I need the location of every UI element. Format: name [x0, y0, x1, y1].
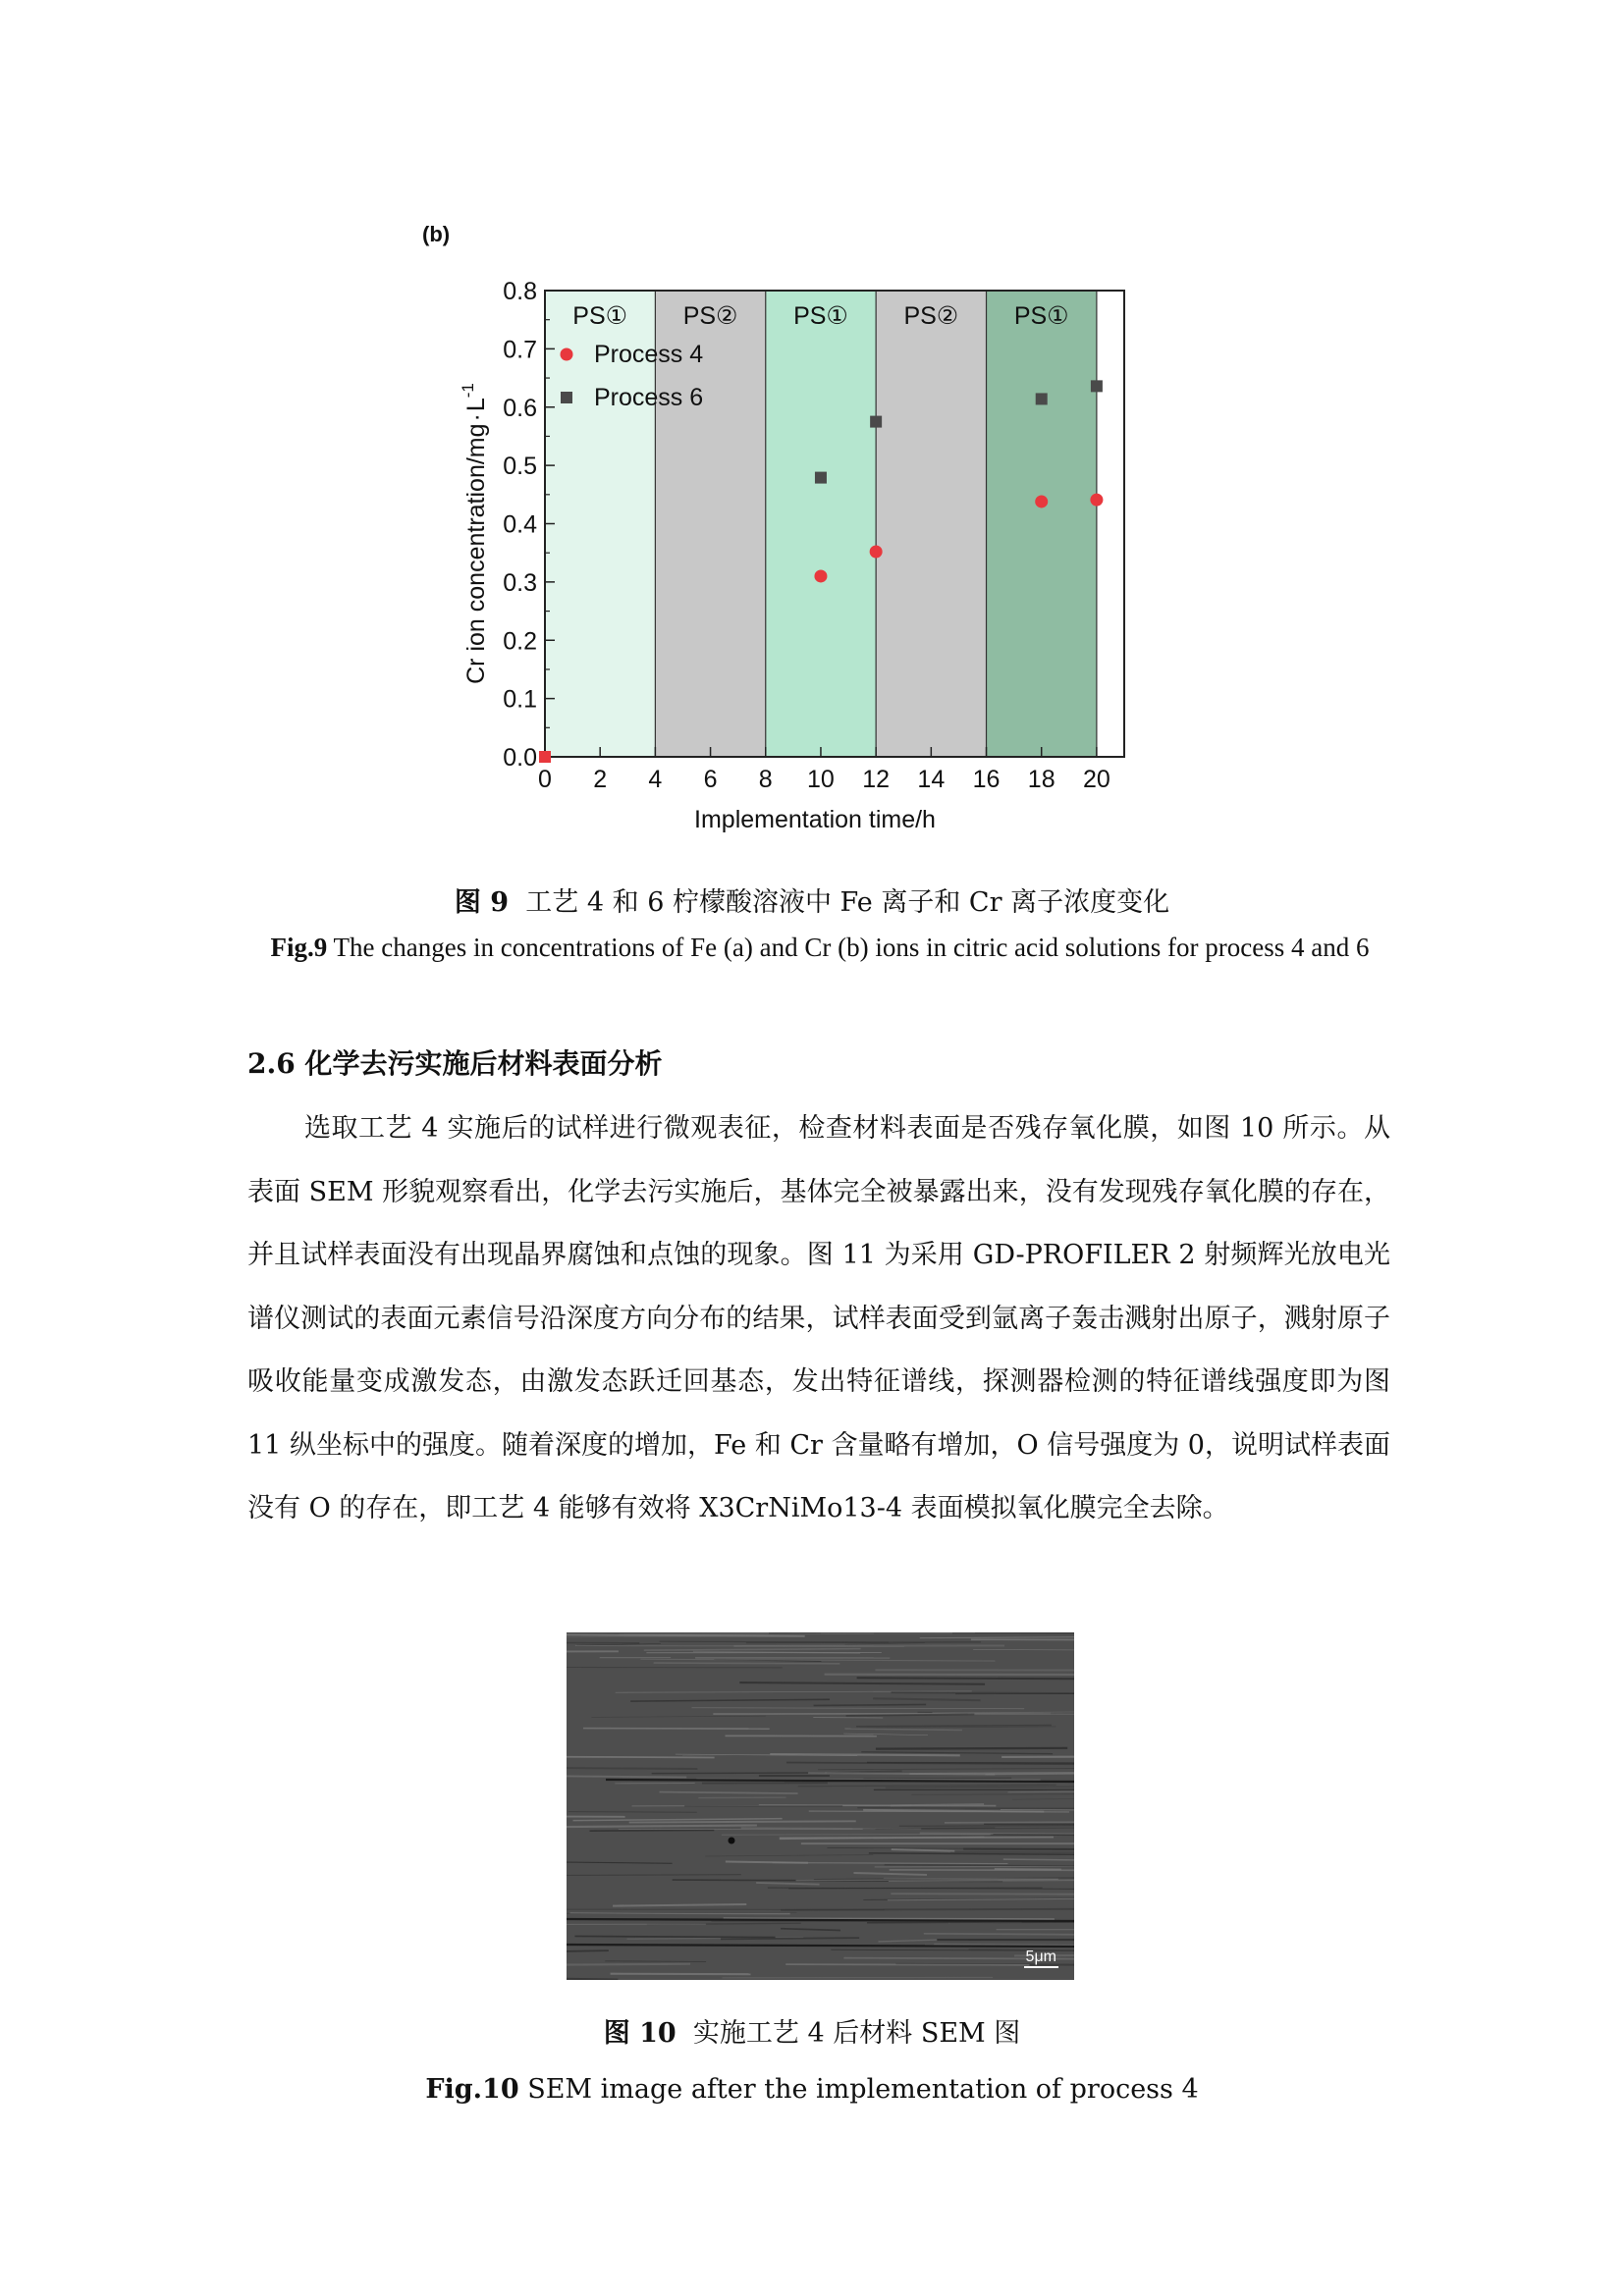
y-axis-label-dot: · — [462, 413, 490, 422]
region-label-2: PS② — [682, 302, 738, 330]
x-axis-label: Implementation time/h — [694, 806, 936, 833]
y-axis-label-main: Cr ion concentration/mg — [462, 423, 490, 684]
region-label-4: PS② — [903, 302, 959, 330]
fig9-caption-en — [250, 926, 1389, 969]
y-tick-label-3: 0.3 — [503, 568, 537, 597]
x-tick-label-10: 20 — [1082, 766, 1110, 793]
x-tick-label-8: 16 — [972, 766, 1001, 793]
y-tick-label-8: 0.8 — [503, 278, 537, 305]
x-tick-label-0: 0 — [538, 766, 552, 793]
y-axis-label-unit: L — [462, 398, 490, 412]
region-3 — [766, 291, 876, 757]
x-tick-label-1: 2 — [593, 766, 608, 793]
region-label-1: PS① — [572, 302, 628, 330]
panel-label: (b) — [422, 222, 451, 246]
point-process4-0 — [814, 569, 827, 582]
y-axis-label — [459, 383, 490, 684]
fig10-caption-zh — [0, 2012, 1624, 2056]
legend-marker-1 — [561, 348, 573, 361]
y-tick-label-6: 0.6 — [503, 394, 537, 422]
fig10-en-text: SEM image after the implementation of process 4 — [527, 2074, 1199, 2105]
y-tick-label-2: 0.2 — [503, 627, 537, 656]
fig9-en-text: The changes in concentrations of Fe (a) and Cr (b) ions in citric acid solutions for process 4 and 6 — [333, 933, 1370, 962]
sem-micrograph — [567, 1632, 1074, 1980]
region-5 — [987, 291, 1097, 757]
x-tick-label-6: 12 — [862, 766, 891, 793]
body-paragraph: 选取工艺 4 实施后的试样进行微观表征，检查材料表面是否残存氧化膜，如图 10 所示。从表面 SEM 形貌观察看出，化学去污实施后，基体完全被暴露出来，没有发现残存氧化膜的存在，并且试样表面没有出现晶界腐蚀和点蚀的现象。图 11 为采用 GD-PROFILER 2 射频辉光放电光谱仪测试的表面元素信号沿深度方向分布的结果，试样表面受到氩离子轰击溅射出原子，溅射原子吸收能量变成激发态，由激发态跃迁回基态，发出特征谱线，探测器检测的特征谱线强度即为图 11 纵坐标中的强度。随着深度的增加，Fe 和 Cr 含量略有增加，O 信号强度为 0，说明试样表面没有 O 的存在，即工艺 4 能够有效将 X3CrNiMo13-4 表面模拟氧化膜完全去除。 — [247, 1113, 1390, 1523]
fig9-zh-text: 工艺 4 和 6 柠檬酸溶液中 Fe 离子和 Cr 离子浓度变化 — [525, 887, 1170, 918]
cr-concentration-chart — [412, 206, 1159, 844]
fig10-en-label: Fig.10 — [425, 2074, 519, 2105]
point-process4-3 — [1090, 494, 1103, 507]
point-process6-3 — [1091, 380, 1103, 392]
x-tick-label-9: 18 — [1027, 766, 1056, 793]
y-tick-label-7: 0.7 — [503, 336, 537, 364]
section-heading: 2.6 化学去污实施后材料表面分析 — [247, 1047, 663, 1080]
sem-scale-bar: 5μm — [1024, 1949, 1058, 1968]
x-tick-label-3: 6 — [703, 766, 718, 793]
x-tick-label-7: 14 — [917, 766, 946, 793]
legend-marker-2 — [561, 392, 572, 403]
x-tick-label-5: 10 — [807, 766, 835, 793]
x-tick-label-4: 8 — [758, 766, 773, 793]
y-tick-label-4: 0.4 — [503, 510, 537, 539]
fig10-zh-label: 图 10 — [603, 2018, 677, 2049]
region-4 — [876, 291, 986, 757]
region-label-3: PS① — [793, 302, 848, 330]
point-origin — [539, 751, 551, 763]
y-tick-label-1: 0.1 — [503, 685, 537, 714]
point-process6-1 — [870, 416, 882, 428]
fig9-zh-label: 图 9 — [454, 887, 510, 918]
y-axis-label-exp: -1 — [459, 383, 477, 399]
legend-label-2: Process 6 — [594, 384, 704, 411]
point-process6-2 — [1036, 393, 1048, 404]
sem-texture — [567, 1632, 1074, 1980]
region-label-5: PS① — [1013, 302, 1069, 330]
point-process4-2 — [1035, 495, 1048, 507]
y-tick-label-5: 0.5 — [503, 453, 537, 481]
y-tick-label-0: 0.0 — [503, 744, 537, 772]
fig9-caption-zh — [0, 881, 1624, 925]
legend-label-1: Process 4 — [594, 341, 704, 368]
fig10-caption-en — [0, 2068, 1624, 2111]
x-tick-label-2: 4 — [648, 766, 663, 793]
point-process6-0 — [815, 472, 827, 484]
fig9-en-label: Fig.9 — [270, 933, 328, 962]
fig10-zh-text: 实施工艺 4 后材料 SEM 图 — [692, 2018, 1021, 2049]
point-process4-1 — [870, 546, 883, 559]
